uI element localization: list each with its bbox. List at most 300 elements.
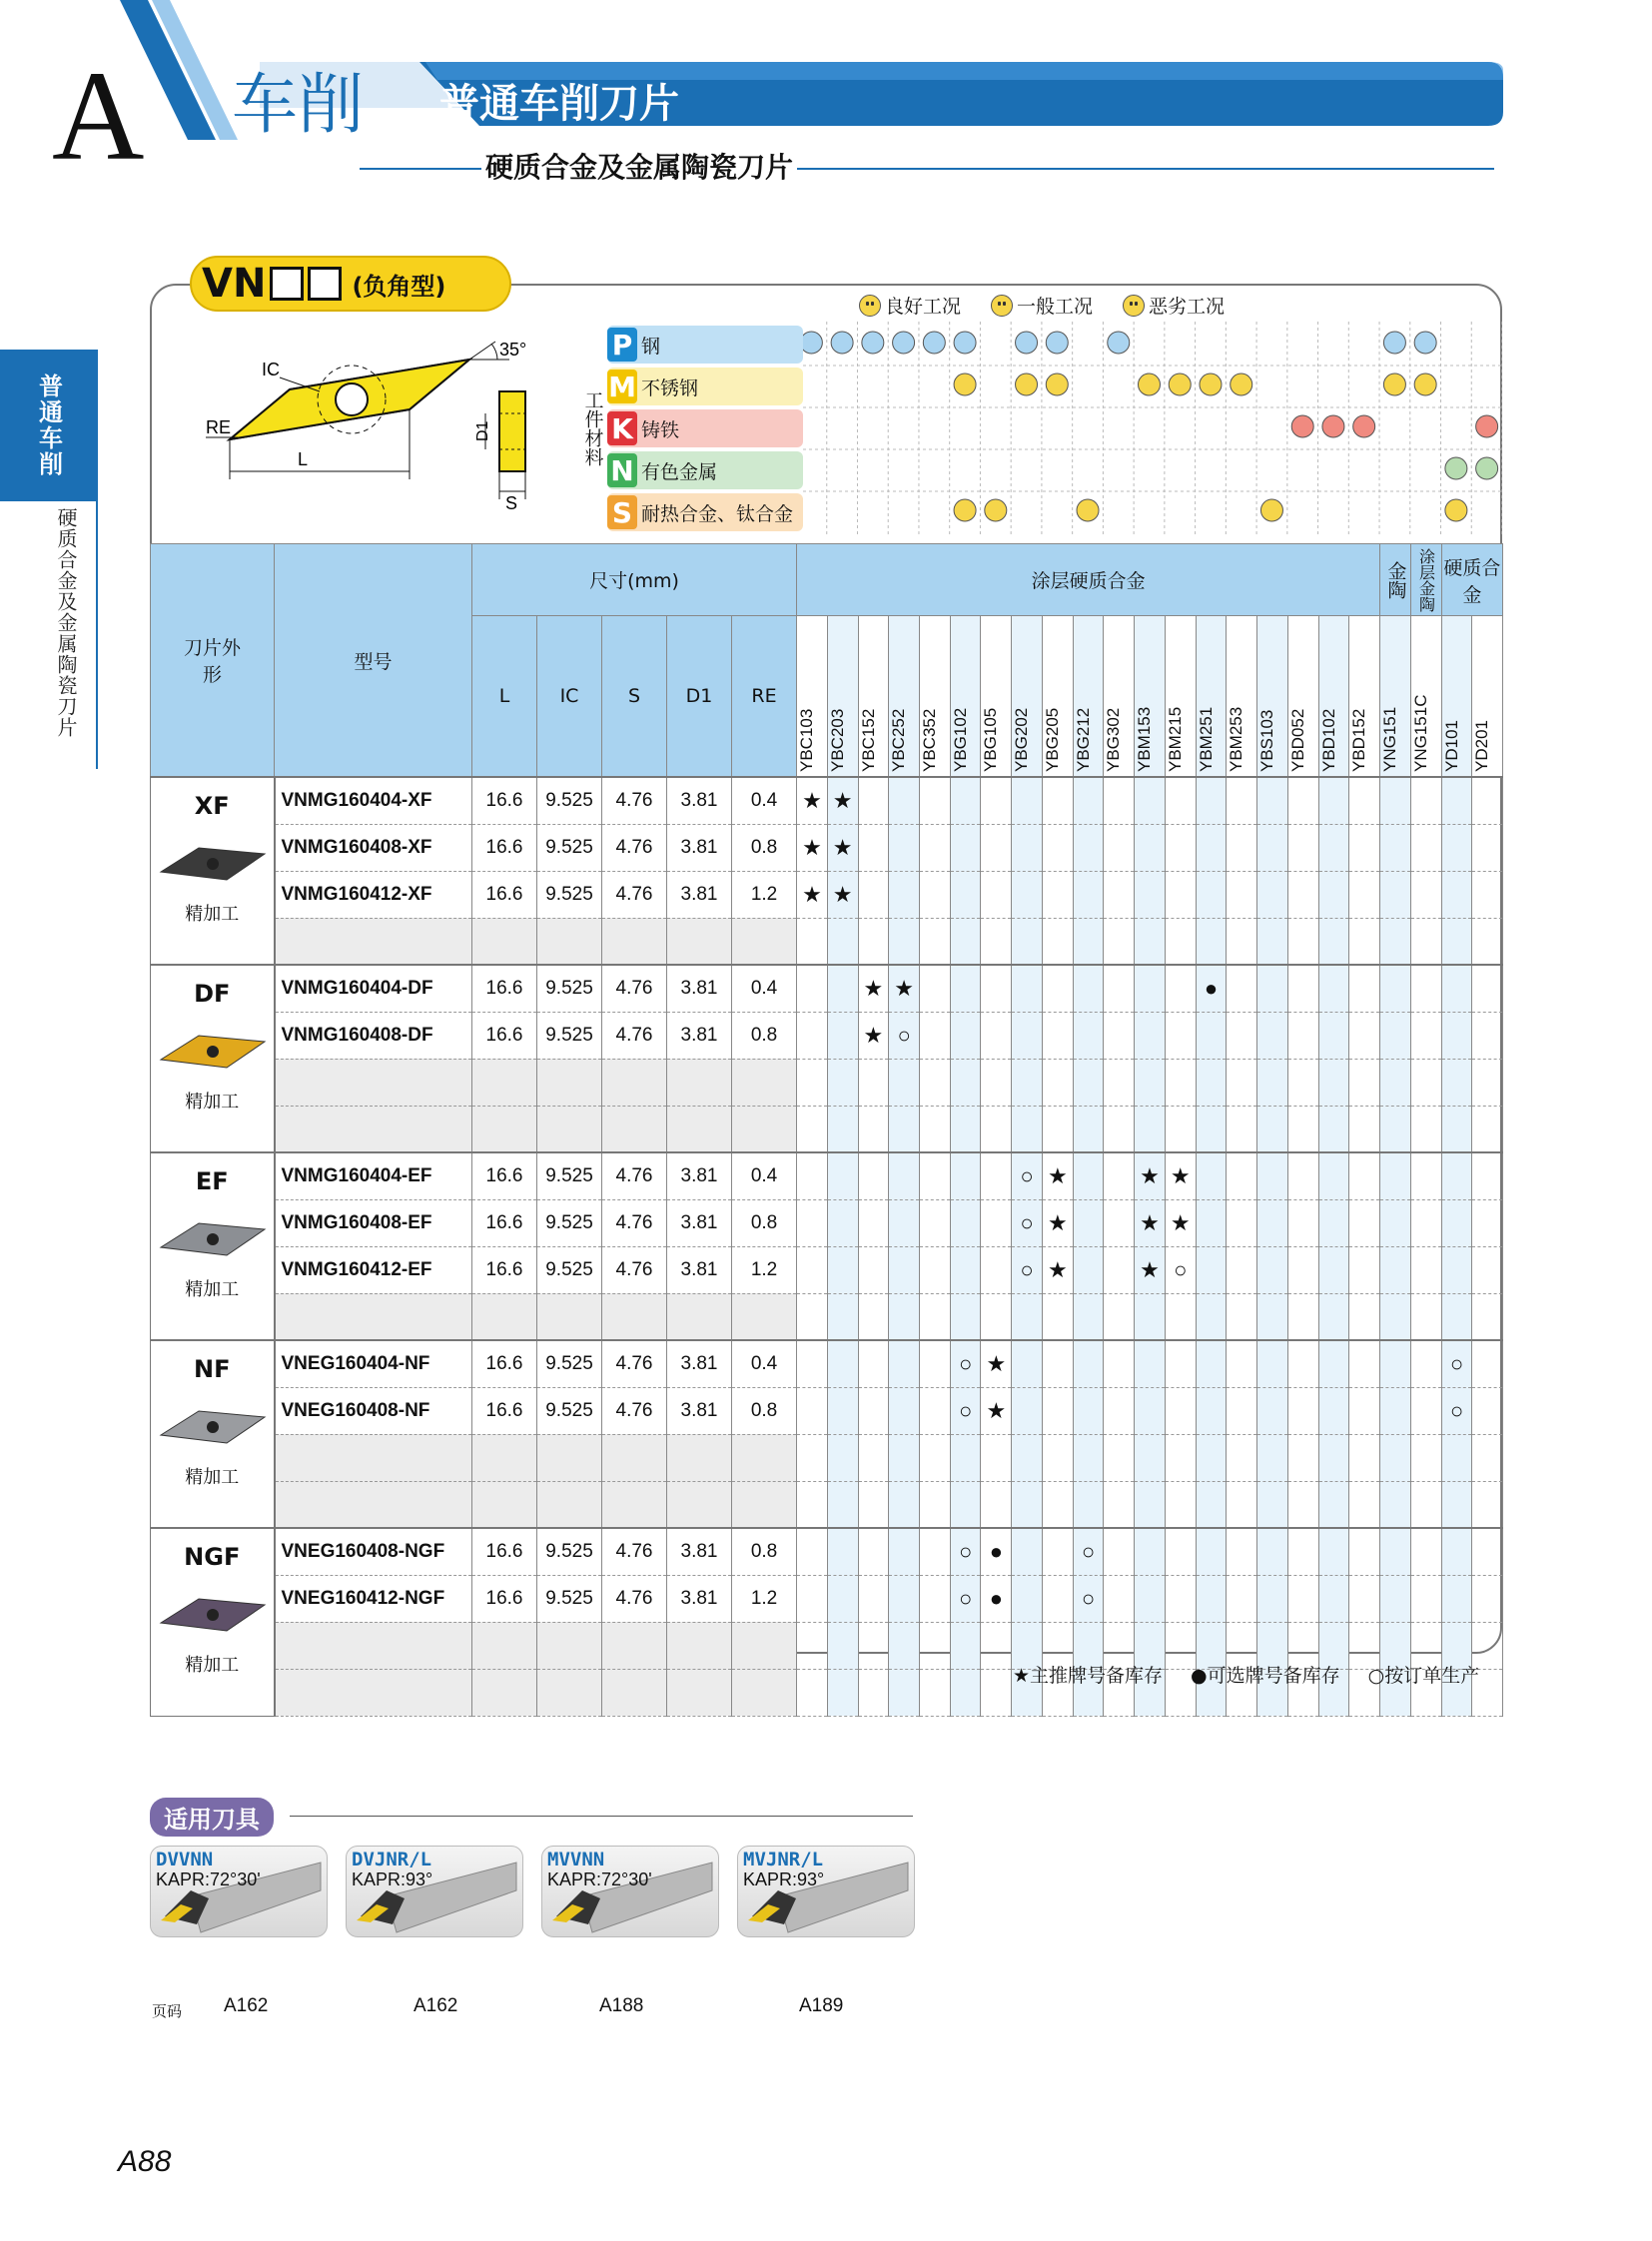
model-cell[interactable]: [275, 1059, 472, 1106]
condition-face-icon: [1476, 457, 1498, 479]
grade-mark: ○: [950, 1340, 981, 1387]
dim-l: [472, 1106, 537, 1152]
model-cell[interactable]: [275, 1293, 472, 1340]
grade-mark: [1073, 965, 1104, 1012]
grade-mark: [1104, 1528, 1135, 1575]
table-row: [151, 1528, 1503, 1575]
grade-mark: [1318, 1012, 1349, 1059]
grade-label: YBD152: [1349, 708, 1369, 772]
grade-mark: [827, 1012, 858, 1059]
insert-shape-cell: [151, 965, 275, 1152]
grade-mark: [1042, 1481, 1073, 1528]
grade-mark: ★: [1135, 1152, 1166, 1199]
dim-d1: 3.81: [667, 965, 732, 1012]
grade-mark: [1257, 871, 1288, 918]
neutral-face-icon: [991, 295, 1013, 317]
grade-mark: [1257, 1012, 1288, 1059]
dim-re: [732, 1622, 797, 1669]
chipbreaker-name: DF: [194, 980, 231, 1008]
grade-mark: ★: [858, 965, 889, 1012]
grade-mark: [1104, 918, 1135, 965]
insert-photo: [157, 1591, 267, 1641]
table-row: [151, 1387, 1503, 1434]
grade-col: [889, 616, 920, 778]
grade-mark: [1472, 824, 1503, 871]
dim-l: 16.6: [472, 1528, 537, 1575]
condition-face-icon: [1108, 332, 1130, 354]
grade-mark: [889, 1340, 920, 1387]
condition-face-icon: [1139, 374, 1161, 395]
dim-ic: [537, 1481, 602, 1528]
dim-re: 0.4: [732, 1152, 797, 1199]
dim-re: [732, 1481, 797, 1528]
grade-mark: ★: [858, 1012, 889, 1059]
grade-mark: [950, 824, 981, 871]
tool-page[interactable]: A162: [413, 1995, 458, 2016]
grade-mark: [1318, 965, 1349, 1012]
machining-type: 精加工: [185, 1655, 240, 1676]
grade-mark: [920, 871, 951, 918]
dim-re: RE: [206, 417, 232, 437]
grade-mark: [1441, 777, 1472, 824]
grade-mark: [981, 1622, 1012, 1669]
dim-d1: [667, 1481, 732, 1528]
dim-re: [732, 1434, 797, 1481]
grade-mark: [1257, 1575, 1288, 1622]
grade-mark: [1257, 1199, 1288, 1246]
grade-mark: [1227, 1152, 1257, 1199]
dim-l: [472, 1622, 537, 1669]
grade-mark: [1441, 871, 1472, 918]
grade-mark: [1196, 824, 1227, 871]
insert-shape-cell: [151, 777, 275, 965]
grade-mark: [797, 1622, 828, 1669]
grade-mark: [797, 1481, 828, 1528]
grade-mark: [1349, 1246, 1380, 1293]
dim-l: 16.6: [472, 1012, 537, 1059]
dim-d1: 3.81: [667, 1575, 732, 1622]
dim-ic: 9.525: [537, 1246, 602, 1293]
grade-mark: [1472, 1246, 1503, 1293]
grade-mark: ★: [827, 824, 858, 871]
dim-d1: 3.81: [667, 824, 732, 871]
grade-mark: [797, 1293, 828, 1340]
grade-label: YBC103: [797, 708, 817, 772]
grade-mark: [1410, 777, 1441, 824]
dim-s: 4.76: [602, 965, 667, 1012]
angle-label: 35°: [499, 340, 527, 360]
grade-mark: [950, 1152, 981, 1199]
model-cell[interactable]: VNEG160408-NF: [275, 1387, 472, 1434]
dim-s: 4.76: [602, 824, 667, 871]
machining-type: 精加工: [185, 904, 240, 925]
grade-mark: [1257, 1106, 1288, 1152]
dim-ic: IC: [262, 360, 280, 379]
dim-re: 0.8: [732, 1199, 797, 1246]
grade-mark: [1287, 824, 1318, 871]
grade-mark: [1318, 1246, 1349, 1293]
grade-mark: [1472, 1293, 1503, 1340]
grade-mark: [797, 1340, 828, 1387]
model-cell[interactable]: [275, 1106, 472, 1152]
grade-mark: [797, 1669, 828, 1716]
tool-name: MVJNR/L: [743, 1849, 824, 1870]
material-row-m: [607, 368, 803, 405]
grade-mark: [1380, 1246, 1411, 1293]
insert-photo: [157, 840, 267, 890]
insert-shape-cell: [151, 1340, 275, 1528]
grade-mark: [1410, 1012, 1441, 1059]
grade-mark: [1227, 1340, 1257, 1387]
grade-mark: [797, 1575, 828, 1622]
table-row: [151, 1012, 1503, 1059]
grade-mark: [889, 1152, 920, 1199]
grade-mark: [981, 1199, 1012, 1246]
model-cell[interactable]: [275, 1481, 472, 1528]
grade-mark: [1380, 1059, 1411, 1106]
grade-mark: [889, 1481, 920, 1528]
grade-mark: [1135, 1575, 1166, 1622]
grade-mark: [1257, 824, 1288, 871]
grade-mark: [1196, 1246, 1227, 1293]
model-cell[interactable]: VNMG160408-DF: [275, 1012, 472, 1059]
dim-s: [602, 1434, 667, 1481]
grade-mark: [1380, 965, 1411, 1012]
model-cell[interactable]: [275, 1434, 472, 1481]
dim-d1: [667, 1622, 732, 1669]
grade-mark: [920, 1528, 951, 1575]
grade-mark: [1472, 918, 1503, 965]
grade-mark: [889, 1387, 920, 1434]
grade-mark: [1073, 1059, 1104, 1106]
grade-mark: [1380, 918, 1411, 965]
grade-label: YBG302: [1104, 707, 1124, 772]
dim-re: 0.8: [732, 824, 797, 871]
category-title: 车削: [232, 66, 364, 143]
model-cell[interactable]: VNMG160412-XF: [275, 871, 472, 918]
dim-re: 0.8: [732, 1528, 797, 1575]
grade-mark: [920, 1481, 951, 1528]
grade-label: YBM215: [1165, 706, 1185, 772]
grade-mark: [1196, 871, 1227, 918]
grade-col: [920, 616, 951, 778]
grade-mark: [858, 1575, 889, 1622]
material-name: 有色金属: [641, 460, 718, 483]
grade-mark: [1012, 1106, 1043, 1152]
grade-mark: [1441, 1012, 1472, 1059]
grade-mark: [1135, 1387, 1166, 1434]
model-cell[interactable]: VNMG160404-DF: [275, 965, 472, 1012]
grade-mark: [1441, 1575, 1472, 1622]
grade-mark: [1104, 1012, 1135, 1059]
grade-mark: [1073, 1340, 1104, 1387]
insert-code: VN: [202, 261, 267, 307]
happy-face-icon: [859, 295, 881, 317]
condition-face-icon: [1445, 499, 1467, 521]
condition-face-icon: [1046, 332, 1068, 354]
grade-mark: [1410, 1481, 1441, 1528]
grade-mark: [1073, 1293, 1104, 1340]
grade-mark: [1287, 1152, 1318, 1199]
grade-label: YBD052: [1287, 708, 1307, 772]
dim-l: 16.6: [472, 1152, 537, 1199]
grade-mark: [827, 918, 858, 965]
grade-mark: [1196, 1106, 1227, 1152]
condition-face-icon: [954, 374, 976, 395]
grade-mark: [920, 918, 951, 965]
grade-mark: [858, 1106, 889, 1152]
grade-mark: [1318, 1575, 1349, 1622]
condition-face-icon: [985, 499, 1007, 521]
sidebar-tab[interactable]: 普通车削: [0, 350, 96, 501]
grade-label: YBD102: [1318, 708, 1338, 772]
material-suitability-grid: [803, 322, 1502, 535]
grade-mark: [1472, 1528, 1503, 1575]
grade-mark: [1042, 1059, 1073, 1106]
grade-mark: [1196, 1293, 1227, 1340]
grade-mark: [1042, 1012, 1073, 1059]
grade-mark: [1227, 777, 1257, 824]
dim-l: [472, 1669, 537, 1716]
grade-mark: [1380, 1528, 1411, 1575]
grade-mark: [1349, 1152, 1380, 1199]
grade-mark: [1349, 1199, 1380, 1246]
dim-l: [472, 918, 537, 965]
grade-mark: [981, 1246, 1012, 1293]
grade-mark: [1349, 1106, 1380, 1152]
condition-face-icon: [1291, 415, 1313, 437]
grade-col: [858, 616, 889, 778]
grade-mark: [1042, 1387, 1073, 1434]
tool-page[interactable]: A189: [799, 1995, 844, 2016]
grade-mark: [858, 1669, 889, 1716]
condition-face-icon: [893, 332, 915, 354]
grade-col: [1135, 616, 1166, 778]
grade-mark: [1012, 871, 1043, 918]
grade-mark: [981, 1152, 1012, 1199]
grade-mark: [1410, 1340, 1441, 1387]
grade-mark: [1073, 1434, 1104, 1481]
model-cell[interactable]: [275, 1622, 472, 1669]
dim-ic: 9.525: [537, 777, 602, 824]
grade-mark: [1410, 824, 1441, 871]
grade-mark: [950, 777, 981, 824]
model-cell[interactable]: VNEG160408-NGF: [275, 1528, 472, 1575]
grade-mark: [1012, 1012, 1043, 1059]
grade-mark: [1410, 1387, 1441, 1434]
grade-mark: ○: [1012, 1152, 1043, 1199]
grade-mark: [1227, 1246, 1257, 1293]
grade-mark: [1012, 824, 1043, 871]
grade-col: [1349, 616, 1380, 778]
grade-mark: [1227, 1528, 1257, 1575]
grade-mark: [889, 777, 920, 824]
grade-mark: [1227, 1293, 1257, 1340]
dim-ic: [537, 1293, 602, 1340]
grade-mark: [827, 1106, 858, 1152]
grade-mark: [981, 1012, 1012, 1059]
note-star: ★主推牌号备库存: [1013, 1665, 1164, 1687]
model-cell[interactable]: VNMG160404-XF: [275, 777, 472, 824]
dim-ic: 9.525: [537, 1199, 602, 1246]
grade-mark: [1227, 1059, 1257, 1106]
grade-mark: [1287, 777, 1318, 824]
grade-mark: [1012, 777, 1043, 824]
grade-mark: [1380, 824, 1411, 871]
material-name: 钢: [641, 335, 661, 358]
grade-mark: [1073, 1152, 1104, 1199]
grade-mark: [1257, 1528, 1288, 1575]
grade-mark: [889, 1434, 920, 1481]
sidebar-rule: [96, 350, 98, 769]
grade-mark: [950, 1622, 981, 1669]
grade-mark: [1287, 1528, 1318, 1575]
grade-label: YBM153: [1135, 706, 1155, 772]
grade-col: [797, 616, 828, 778]
grade-mark: [889, 1528, 920, 1575]
grade-mark: [858, 1528, 889, 1575]
model-cell[interactable]: VNMG160412-EF: [275, 1246, 472, 1293]
grade-mark: [1287, 1199, 1318, 1246]
material-row-n: [607, 451, 803, 489]
condition-face-icon: [1046, 374, 1068, 395]
model-cell[interactable]: VNMG160404-EF: [275, 1152, 472, 1199]
grade-mark: [1380, 1481, 1411, 1528]
model-cell[interactable]: [275, 918, 472, 965]
grade-mark: [981, 918, 1012, 965]
grade-mark: [1318, 1293, 1349, 1340]
model-cell[interactable]: VNMG160408-XF: [275, 824, 472, 871]
tool-page[interactable]: A188: [599, 1995, 644, 2016]
dim-ic: 9.525: [537, 1575, 602, 1622]
tool-page[interactable]: A162: [224, 1995, 269, 2016]
machining-type: 精加工: [185, 1467, 240, 1488]
sad-face-icon: [1123, 295, 1145, 317]
grade-mark: [827, 1528, 858, 1575]
grade-mark: [950, 1293, 981, 1340]
grade-mark: [981, 1481, 1012, 1528]
grade-mark: [981, 1106, 1012, 1152]
grade-mark: [797, 1059, 828, 1106]
model-cell[interactable]: VNMG160408-EF: [275, 1199, 472, 1246]
code-box: [270, 267, 304, 301]
grade-mark: [1135, 1528, 1166, 1575]
dim-re: 1.2: [732, 871, 797, 918]
insert-neg-label: (负角型): [352, 272, 446, 301]
model-cell[interactable]: VNEG160412-NGF: [275, 1575, 472, 1622]
grade-mark: [1287, 1387, 1318, 1434]
dim-ic: [537, 1669, 602, 1716]
section-letter: A: [52, 45, 145, 187]
grade-col: [1472, 616, 1503, 778]
dim-s: [602, 1622, 667, 1669]
grade-mark: [1196, 1059, 1227, 1106]
grade-mark: [827, 1246, 858, 1293]
grp-coated-cermet: 涂层金陶: [1410, 544, 1441, 616]
grade-mark: [1135, 1340, 1166, 1387]
condition-face-icon: [1445, 457, 1467, 479]
grade-mark: [827, 1152, 858, 1199]
material-letter: S: [607, 495, 637, 529]
grade-mark: [889, 1059, 920, 1106]
grade-mark: ●: [981, 1575, 1012, 1622]
grade-mark: [1380, 1387, 1411, 1434]
grade-mark: [920, 1575, 951, 1622]
grade-mark: [1012, 1387, 1043, 1434]
grade-col: [1318, 616, 1349, 778]
grade-mark: [889, 1575, 920, 1622]
grade-mark: ★: [1165, 1152, 1196, 1199]
grade-mark: [1135, 1434, 1166, 1481]
dim-d1: [667, 918, 732, 965]
grade-mark: [1196, 918, 1227, 965]
table-row: [151, 1199, 1503, 1246]
condition-face-icon: [1414, 374, 1436, 395]
grade-mark: [1472, 1481, 1503, 1528]
grade-mark: ★: [1165, 1199, 1196, 1246]
chipbreaker-name: XF: [194, 792, 230, 820]
grade-mark: [858, 1622, 889, 1669]
grade-mark: [1104, 871, 1135, 918]
grade-mark: [1410, 1434, 1441, 1481]
grade-mark: [1410, 1059, 1441, 1106]
grade-mark: [1287, 965, 1318, 1012]
grade-col: [1257, 616, 1288, 778]
model-cell[interactable]: [275, 1669, 472, 1716]
grade-mark: [1257, 1152, 1288, 1199]
dim-l: 16.6: [472, 777, 537, 824]
dim-d1: [667, 1293, 732, 1340]
dim-s: 4.76: [602, 871, 667, 918]
dim-d1: 3.81: [667, 1012, 732, 1059]
grade-mark: [981, 965, 1012, 1012]
grade-mark: [920, 1669, 951, 1716]
grade-mark: [1165, 918, 1196, 965]
grade-mark: [1380, 871, 1411, 918]
dim-d1: D1: [474, 420, 491, 441]
grade-mark: [1349, 1340, 1380, 1387]
dim-l: 16.6: [472, 1340, 537, 1387]
table-row: [151, 1059, 1503, 1106]
grade-mark: [1287, 1340, 1318, 1387]
dim-re: [732, 1293, 797, 1340]
grade-mark: ★: [889, 965, 920, 1012]
grade-mark: [797, 1434, 828, 1481]
grade-mark: [858, 1152, 889, 1199]
grade-mark: [1104, 1106, 1135, 1152]
model-cell[interactable]: VNEG160404-NF: [275, 1340, 472, 1387]
grade-mark: [1196, 1199, 1227, 1246]
grade-mark: [1318, 777, 1349, 824]
grade-mark: [950, 1669, 981, 1716]
tool-kapr: KAPR:72°30': [156, 1869, 261, 1889]
dim-l: [472, 1059, 537, 1106]
grade-col: [1042, 616, 1073, 778]
condition-face-icon: [831, 332, 853, 354]
grade-mark: [1196, 1434, 1227, 1481]
dim-ic: 9.525: [537, 1387, 602, 1434]
grade-mark: ●: [1196, 965, 1227, 1012]
condition-face-icon: [923, 332, 945, 354]
grade-mark: [1012, 1528, 1043, 1575]
dim-ic: 9.525: [537, 824, 602, 871]
dim-d1: 3.81: [667, 1340, 732, 1387]
grade-label: YBG105: [981, 707, 1001, 772]
dim-l: 16.6: [472, 1246, 537, 1293]
table-row: [151, 1481, 1503, 1528]
grade-mark: [920, 1387, 951, 1434]
grade-mark: [797, 1528, 828, 1575]
